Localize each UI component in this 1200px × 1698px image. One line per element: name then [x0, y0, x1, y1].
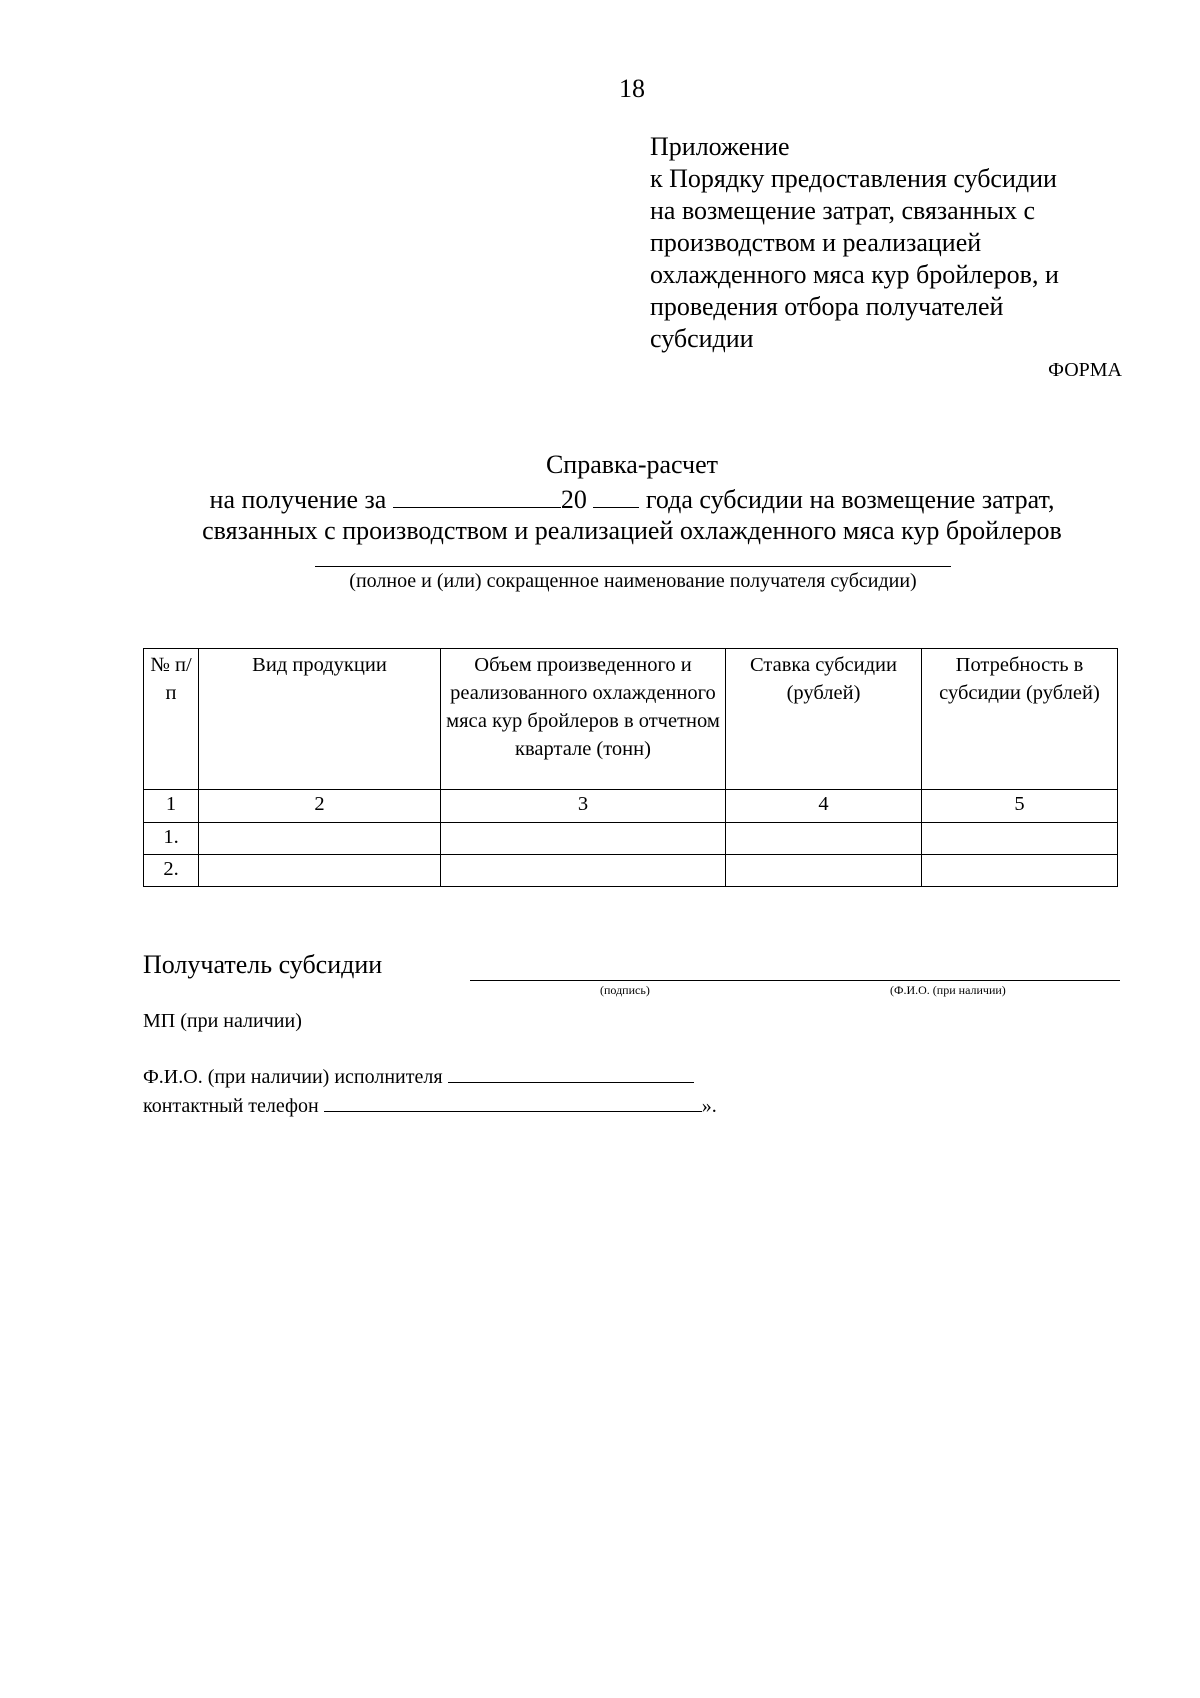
page-number: 18: [619, 74, 645, 103]
table-header-row: [144, 649, 1118, 790]
phone-label: контактный телефон: [143, 1095, 319, 1117]
appendix-line: охлажденного мяса кур бройлеров, и: [650, 260, 1059, 289]
column-header: Объем произведенного и реализованного охлажденного мяса кур бройлеров в отчетном квартале (тонн): [441, 649, 726, 790]
executor-name-blank[interactable]: [448, 1062, 694, 1083]
stamp-label: МП (при наличии): [143, 1010, 302, 1032]
table-row: [144, 855, 1118, 887]
volume-cell[interactable]: [441, 823, 726, 855]
signature-line[interactable]: [470, 980, 1120, 981]
column-number: 2: [199, 790, 441, 823]
recipient-label: Получатель субсидии: [143, 950, 383, 979]
product-type-cell[interactable]: [199, 823, 441, 855]
appendix-line: к Порядку предоставления субсидии: [650, 164, 1057, 193]
volume-cell[interactable]: [441, 855, 726, 887]
phone-line: [143, 1091, 717, 1120]
appendix-block: [650, 131, 1120, 355]
executor-line: [143, 1062, 717, 1091]
column-header: Потребность в субсидии (рублей): [922, 649, 1118, 790]
calculation-table: [143, 648, 1118, 887]
rate-cell[interactable]: [726, 855, 922, 887]
document-title: Справка-расчет: [545, 450, 719, 479]
appendix-line: производством и реализацией: [650, 228, 982, 257]
column-header: № п/п: [144, 649, 199, 790]
column-number: 4: [726, 790, 922, 823]
row-number-cell: 1.: [144, 823, 199, 855]
document-subtitle-line: [0, 481, 1200, 516]
closing-quote: ».: [701, 1095, 717, 1117]
appendix-line: Приложение: [650, 132, 790, 161]
document-subtitle-line-2: связанных с производством и реализацией охлажденного мяса кур бройлеров: [202, 516, 1062, 545]
appendix-line: на возмещение затрат, связанных с: [650, 196, 1036, 225]
column-number-row: [144, 790, 1118, 823]
executor-label: Ф.И.О. (при наличии) исполнителя: [143, 1066, 443, 1088]
column-header: Вид продукции: [199, 649, 441, 790]
phone-blank[interactable]: [324, 1091, 702, 1112]
row-number-cell: 2.: [144, 855, 199, 887]
fio-caption: (Ф.И.О. (при наличии): [890, 983, 1006, 997]
recipient-name-caption: (полное и (или) сокращенное наименование получателя субсидии): [349, 570, 917, 592]
rate-cell[interactable]: [726, 823, 922, 855]
table-row: [144, 823, 1118, 855]
product-type-cell[interactable]: [199, 855, 441, 887]
column-number: 5: [922, 790, 1118, 823]
column-number: 3: [441, 790, 726, 823]
appendix-line: субсидии: [650, 324, 754, 353]
signature-caption: (подпись): [600, 983, 650, 997]
column-number: 1: [144, 790, 199, 823]
executor-block: [143, 1062, 717, 1120]
year-prefix: 20: [560, 485, 587, 514]
recipient-name-line[interactable]: [315, 566, 951, 567]
form-label: ФОРМА: [1048, 359, 1122, 381]
year-blank[interactable]: [593, 481, 639, 508]
subsidy-need-cell[interactable]: [922, 823, 1118, 855]
subsidy-need-cell[interactable]: [922, 855, 1118, 887]
subtitle-prefix: на получение за: [209, 485, 387, 514]
appendix-line: проведения отбора получателей: [650, 292, 1004, 321]
period-blank[interactable]: [393, 481, 561, 508]
column-header: Ставка субсидии (рублей): [726, 649, 922, 790]
subtitle-suffix: года субсидии на возмещение затрат,: [645, 485, 1055, 514]
